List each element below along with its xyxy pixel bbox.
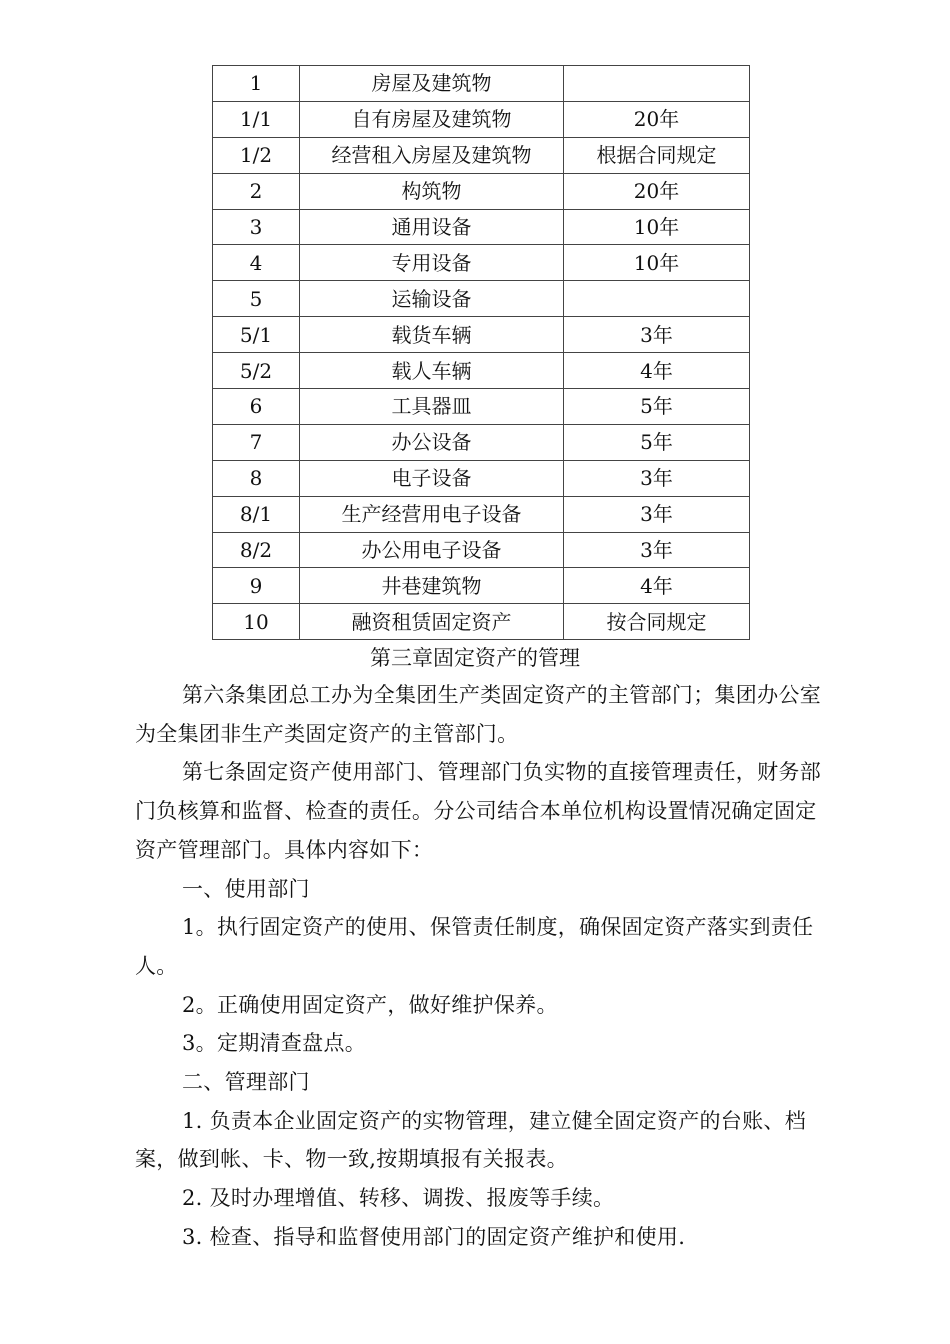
row-number: 5 <box>213 281 300 317</box>
table-row <box>213 424 750 460</box>
table-row <box>213 496 750 532</box>
article-six-paragraph: 第六条集团总工办为全集团生产类固定资产的主管部门；集团办公室为全集团非生产类固定资产的主管部门。 <box>135 683 821 746</box>
article-seven-paragraph: 第七条固定资产使用部门、管理部门负实物的直接管理责任，财务部门负核算和监督、检查的责任。分公司结合本单位机构设置情况确定固定资产管理部门。具体内容如下： <box>135 760 821 862</box>
row-number: 4 <box>213 245 300 281</box>
table-row <box>213 389 750 425</box>
chapter-title: 第三章固定资产的管理 <box>370 646 580 670</box>
row-number: 1/2 <box>213 137 300 173</box>
table-row <box>213 245 750 281</box>
asset-category: 经营租入房屋及建筑物 <box>300 137 564 173</box>
asset-category: 办公用电子设备 <box>300 532 564 568</box>
list-item: 2. 及时办理增值、转移、调拨、报废等手续。 <box>182 1186 615 1211</box>
asset-category: 井巷建筑物 <box>300 568 564 604</box>
asset-category: 载人车辆 <box>300 353 564 389</box>
row-number: 7 <box>213 424 300 460</box>
table-row <box>213 460 750 496</box>
table-row <box>213 209 750 245</box>
asset-category: 电子设备 <box>300 460 564 496</box>
row-number: 8/2 <box>213 532 300 568</box>
asset-category: 办公设备 <box>300 424 564 460</box>
useful-life: 3年 <box>564 317 750 353</box>
asset-category: 工具器皿 <box>300 389 564 425</box>
asset-category: 载货车辆 <box>300 317 564 353</box>
table-row <box>213 568 750 604</box>
body-text <box>135 676 830 1257</box>
table-row <box>213 173 750 209</box>
useful-life: 根据合同规定 <box>564 137 750 173</box>
asset-category: 构筑物 <box>300 173 564 209</box>
list-item: 3。定期清查盘点。 <box>182 1031 367 1056</box>
row-number: 3 <box>213 209 300 245</box>
asset-category: 运输设备 <box>300 281 564 317</box>
list-item: 3. 检查、指导和监督使用部门的固定资产维护和使用. <box>182 1224 686 1249</box>
asset-category: 融资租赁固定资产 <box>300 604 564 640</box>
row-number: 2 <box>213 173 300 209</box>
list-item: 2。正确使用固定资产，做好维护保养。 <box>182 992 558 1017</box>
table-row <box>213 353 750 389</box>
table-row <box>213 317 750 353</box>
row-number: 6 <box>213 389 300 425</box>
useful-life <box>564 281 750 317</box>
row-number: 8 <box>213 460 300 496</box>
list-item: 1. 负责本企业固定资产的实物管理，建立健全固定资产的台账、档案，做到帐、卡、物一致,按期填报有关报表。 <box>135 1108 807 1172</box>
table-row <box>213 101 750 137</box>
row-number: 9 <box>213 568 300 604</box>
useful-life: 3年 <box>564 460 750 496</box>
asset-category: 自有房屋及建筑物 <box>300 101 564 137</box>
useful-life: 3年 <box>564 496 750 532</box>
table-row <box>213 532 750 568</box>
useful-life: 4年 <box>564 353 750 389</box>
useful-life: 5年 <box>564 424 750 460</box>
asset-category: 通用设备 <box>300 209 564 245</box>
section-heading-management-dept: 二、管理部门 <box>182 1070 310 1095</box>
section-heading-usage-dept: 一、使用部门 <box>182 876 310 901</box>
asset-category: 房屋及建筑物 <box>300 66 564 102</box>
row-number: 1 <box>213 66 300 102</box>
table-row <box>213 604 750 640</box>
depreciation-table <box>212 65 750 640</box>
useful-life: 3年 <box>564 532 750 568</box>
table-row <box>213 281 750 317</box>
row-number: 5/2 <box>213 353 300 389</box>
asset-category: 专用设备 <box>300 245 564 281</box>
table-row <box>213 66 750 102</box>
table-row <box>213 137 750 173</box>
list-item: 1。执行固定资产的使用、保管责任制度，确保固定资产落实到责任人。 <box>135 915 814 978</box>
useful-life: 10年 <box>564 245 750 281</box>
useful-life <box>564 66 750 102</box>
asset-category: 生产经营用电子设备 <box>300 496 564 532</box>
useful-life: 10年 <box>564 209 750 245</box>
useful-life: 5年 <box>564 389 750 425</box>
row-number: 1/1 <box>213 101 300 137</box>
useful-life: 按合同规定 <box>564 604 750 640</box>
row-number: 8/1 <box>213 496 300 532</box>
row-number: 5/1 <box>213 317 300 353</box>
useful-life: 20年 <box>564 101 750 137</box>
useful-life: 20年 <box>564 173 750 209</box>
useful-life: 4年 <box>564 568 750 604</box>
row-number: 10 <box>213 604 300 640</box>
